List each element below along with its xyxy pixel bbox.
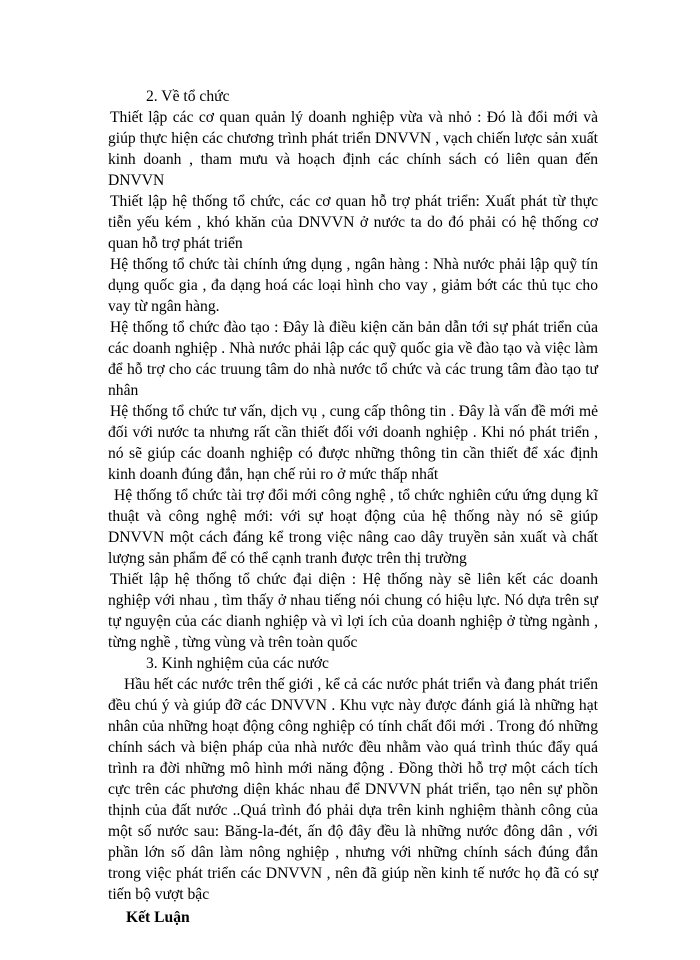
document-body <box>108 86 598 928</box>
paragraph-international-experience: Hầu hết các nước trên thế giới , kể cả các nước phát triển và đang phát triển đều chú ý và giúp đỡ các DNVVN . Khu vực này được đánh giá là những hạt nhân của những hoạt động công nghiệp có tính chất đổi mới . Trong đó những chính sách và biện pháp của nhà nước đều nhằm vào quá trình thúc đẩy quá trình ra đời những mô hình mới năng động . Đồng thời hỗ trợ một cách tích cực trên các phương diện khác nhau để DNVVN phát triển, tạo nên sự phồn thịnh của đất nước ..Quá trình đó phải dựa trên kinh nghiệm thành công của một số nước sau: Băng-la-đét, ấn độ đây đều là những nước đông dân , với phần lớn số dân làm nông nghiệp , nhưng với những chính sách đúng đắn trong việc phát triển các DNVVN , nên đã giúp nền kinh tế nước họ đã có sự tiến bộ vượt bậc <box>108 676 598 903</box>
paragraph-training-system: Hệ thống tổ chức đào tạo : Đây là điều kiện căn bản dẫn tới sự phát triển của các doanh nghiệp . Nhà nước phải lập các quỹ quốc gia về đào tạo và việc làm để hỗ trợ cho các truung tâm do nhà nước tổ chức và các trung tâm đào tạo tư nhân <box>108 319 598 399</box>
paragraph-support-agencies: Thiết lập hệ thống tổ chức, các cơ quan hỗ trợ phát triển: Xuất phát từ thực tiễn yếu kém , khó khăn của DNVVN ở nước ta do đó phải có hệ thống cơ quan hỗ trợ phát triển <box>108 193 598 252</box>
section-heading-experience: 3. Kinh nghiệm của các nước <box>146 655 329 672</box>
paragraph-sme-management-agencies: Thiết lập các cơ quan quản lý doanh nghiệp vừa và nhỏ : Đó là đổi mới và giúp thực hiện các chương trình phát triển DNVVN , vạch chiến lược sản xuất kinh doanh , tham mưu và hoạch định các chính sách có liên quan đến DNVVN <box>108 109 598 189</box>
paragraph-representative-organization: Thiết lập hệ thống tổ chức đại diện : Hệ thống này sẽ liên kết các doanh nghiệp với nhau , tìm thấy ở nhau tiếng nói chung có hiệu lực. Nó dựa trên sự tự nguyện của các dianh nghiệp và vì lợi ích của doanh nghiệp ở từng ngành , từng nghề , từng vùng và trên toàn quốc <box>108 571 598 651</box>
paragraph-financial-system: Hệ thống tổ chức tài chính ứng dụng , ngân hàng : Nhà nước phải lập quỹ tín dụng quốc gia , đa dạng hoá các loại hình cho vay , giảm bớt các thủ tục cho vay từ ngân hàng. <box>108 256 598 315</box>
section-heading-organization: 2. Về tổ chức <box>146 88 230 105</box>
paragraph-technology-innovation: Hệ thống tổ chức tài trợ đổi mới công nghệ , tổ chức nghiên cứu ứng dụng kĩ thuật và công nghệ mới: với sự hoạt động của hệ thống này nó sẽ giúp DNVVN một cách đáng kể trong việc nâng cao dây truyền sản xuất và chất lượng sản phẩm để có thể cạnh tranh được trên thị trường <box>108 487 598 567</box>
conclusion-heading: Kết Luận <box>126 909 190 926</box>
paragraph-consulting-system: Hệ thống tổ chức tư vấn, dịch vụ , cung cấp thông tin . Đây là vấn đề mới mẻ đối với nước ta nhưng rất cần thiết đối với doanh nghiệp . Khi nó phát triển , nó sẽ giúp các doanh nghiệp có được những thông tin cần thiết để xác định kinh doanh đúng đắn, hạn chế rủi ro ở mức thấp nhất <box>108 403 598 483</box>
